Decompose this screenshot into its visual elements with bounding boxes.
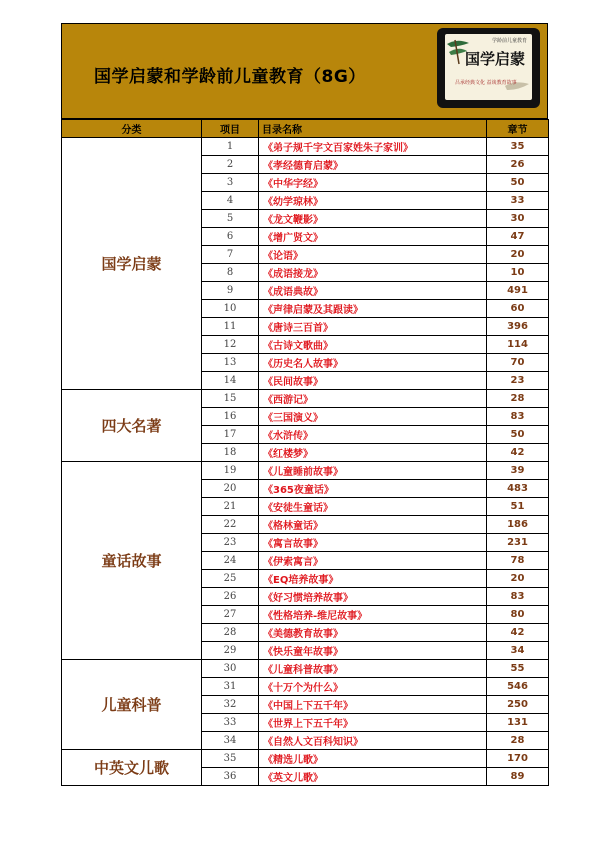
memory-card [437,28,540,108]
chapters-cell: 546 [487,678,549,696]
title-cell: 《365夜童话》 [259,480,487,498]
chapters-cell: 70 [487,354,549,372]
title-cell: 《声律启蒙及其跟读》 [259,300,487,318]
category-cell: 四大名著 [62,390,202,462]
header-name: 目录名称 [259,120,487,138]
index-cell: 20 [202,480,259,498]
chapters-cell: 483 [487,480,549,498]
index-cell: 33 [202,714,259,732]
index-cell: 5 [202,210,259,228]
chapters-cell: 83 [487,588,549,606]
header-index: 项目 [202,120,259,138]
index-cell: 15 [202,390,259,408]
title-cell: 《EQ培养故事》 [259,570,487,588]
chapters-cell: 186 [487,516,549,534]
chapters-cell: 34 [487,642,549,660]
index-cell: 19 [202,462,259,480]
table-header-row [62,120,549,138]
index-cell: 12 [202,336,259,354]
index-cell: 7 [202,246,259,264]
index-cell: 28 [202,624,259,642]
index-cell: 23 [202,534,259,552]
chapters-cell: 10 [487,264,549,282]
chapters-cell: 55 [487,660,549,678]
chapters-cell: 47 [487,228,549,246]
title-cell: 《安徒生童话》 [259,498,487,516]
chapters-cell: 26 [487,156,549,174]
table-row [62,390,549,408]
index-cell: 25 [202,570,259,588]
card-small-text: 学龄前儿童教育 [491,38,527,44]
chapters-cell: 83 [487,408,549,426]
chapters-cell: 30 [487,210,549,228]
table-row [62,462,549,480]
title-cell: 《龙文鞭影》 [259,210,487,228]
chapters-cell: 170 [487,750,549,768]
chapters-cell: 20 [487,246,549,264]
chapters-cell: 80 [487,606,549,624]
chapters-cell: 78 [487,552,549,570]
chapters-cell: 42 [487,444,549,462]
chapters-cell: 28 [487,390,549,408]
chapters-cell: 42 [487,624,549,642]
index-cell: 2 [202,156,259,174]
title-cell: 《增广贤文》 [259,228,487,246]
catalog-sheet [61,23,548,786]
header-chapters: 章节 [487,120,549,138]
index-cell: 3 [202,174,259,192]
index-cell: 16 [202,408,259,426]
chapters-cell: 60 [487,300,549,318]
title-cell: 《儿童睡前故事》 [259,462,487,480]
index-cell: 34 [202,732,259,750]
chapters-cell: 114 [487,336,549,354]
index-cell: 14 [202,372,259,390]
title-bar [61,23,548,119]
title-cell: 《成语典故》 [259,282,487,300]
chapters-cell: 33 [487,192,549,210]
title-cell: 《幼学琼林》 [259,192,487,210]
title-cell: 《快乐童年故事》 [259,642,487,660]
title-cell: 《美德教育故事》 [259,624,487,642]
title-cell: 《十万个为什么》 [259,678,487,696]
index-cell: 6 [202,228,259,246]
title-cell: 《民间故事》 [259,372,487,390]
title-cell: 《自然人文百科知识》 [259,732,487,750]
chapters-cell: 51 [487,498,549,516]
title-cell: 《中国上下五千年》 [259,696,487,714]
chapters-cell: 491 [487,282,549,300]
title-cell: 《精选儿歌》 [259,750,487,768]
header-category: 分类 [62,120,202,138]
title-cell: 《成语接龙》 [259,264,487,282]
title-cell: 《弟子规千字文百家姓朱子家训》 [259,138,487,156]
category-cell: 童话故事 [62,462,202,660]
chapters-cell: 89 [487,768,549,786]
title-cell: 《三国演义》 [259,408,487,426]
title-cell: 《唐诗三百首》 [259,318,487,336]
category-cell: 儿童科普 [62,660,202,750]
title-cell: 《英文儿歌》 [259,768,487,786]
title-cell: 《水浒传》 [259,426,487,444]
index-cell: 22 [202,516,259,534]
index-cell: 24 [202,552,259,570]
chapters-cell: 131 [487,714,549,732]
title-cell: 《儿童科普故事》 [259,660,487,678]
index-cell: 26 [202,588,259,606]
title-cell: 《孝经德育启蒙》 [259,156,487,174]
chapters-cell: 28 [487,732,549,750]
index-cell: 8 [202,264,259,282]
index-cell: 17 [202,426,259,444]
table-row [62,660,549,678]
chapters-cell: 20 [487,570,549,588]
category-cell: 中英文儿歌 [62,750,202,786]
index-cell: 35 [202,750,259,768]
chapters-cell: 35 [487,138,549,156]
title-cell: 《历史名人故事》 [259,354,487,372]
title-cell: 《伊索寓言》 [259,552,487,570]
chapters-cell: 39 [487,462,549,480]
index-cell: 10 [202,300,259,318]
chapters-cell: 396 [487,318,549,336]
table-row [62,138,549,156]
title-cell: 《寓言故事》 [259,534,487,552]
table-row [62,750,549,768]
chapters-cell: 50 [487,174,549,192]
index-cell: 32 [202,696,259,714]
title-cell: 《中华字经》 [259,174,487,192]
title-cell: 《好习惯培养故事》 [259,588,487,606]
index-cell: 4 [202,192,259,210]
index-cell: 13 [202,354,259,372]
index-cell: 31 [202,678,259,696]
title-cell: 《性格培养-维尼故事》 [259,606,487,624]
chapters-cell: 50 [487,426,549,444]
card-subtitle: 吕承经典文化 益谈教育故事 [455,80,517,86]
title-cell: 《古诗文歌曲》 [259,336,487,354]
chapters-cell: 250 [487,696,549,714]
page-title: 国学启蒙和学龄前儿童教育（8G） [94,67,366,87]
title-cell: 《论语》 [259,246,487,264]
title-cell: 《格林童话》 [259,516,487,534]
index-cell: 11 [202,318,259,336]
title-cell: 《红楼梦》 [259,444,487,462]
index-cell: 18 [202,444,259,462]
card-title: 国学启蒙 [465,50,526,68]
index-cell: 27 [202,606,259,624]
product-card-image [433,28,544,110]
index-cell: 30 [202,660,259,678]
catalog-table [61,119,549,786]
title-cell: 《西游记》 [259,390,487,408]
title-cell: 《世界上下五千年》 [259,714,487,732]
index-cell: 9 [202,282,259,300]
category-cell: 国学启蒙 [62,138,202,390]
chapters-cell: 23 [487,372,549,390]
index-cell: 1 [202,138,259,156]
index-cell: 21 [202,498,259,516]
card-label [445,34,532,100]
index-cell: 29 [202,642,259,660]
chapters-cell: 231 [487,534,549,552]
index-cell: 36 [202,768,259,786]
